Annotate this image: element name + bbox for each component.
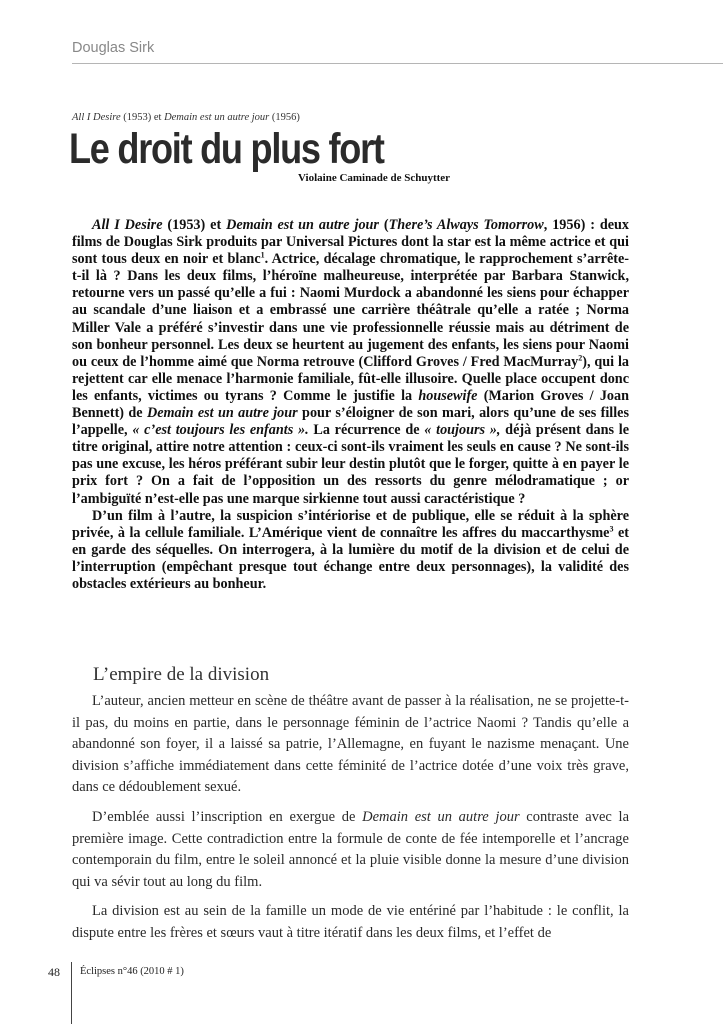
text-run: La récurrence de <box>308 422 425 439</box>
text-run: déjà présent dans le titre original, attire notre attention : ceux-ci sont-ils vraiment les seuls en cause ? Ne sont-ils pas une excuse, les héros préférant subir leur destin plutôt que le forger, quitte à en payer le prix fort ? On a fait de l’opposition un des ressorts du genre mélodramatique ; or l’ambiguïté n’est-elle pas une marque sirkienne tout aussi caractéristique ? <box>72 422 629 507</box>
italic-run: Demain est un autre jour <box>226 217 379 233</box>
page-number: 48 <box>48 965 60 979</box>
footnote-ref: 2 <box>578 353 583 363</box>
section-heading: L’empire de la division <box>93 664 270 685</box>
text-run: , 1956) : deux films de Douglas Sirk produits par Universal Pictures dont la star est la même actrice et qui sont tous deux en noir et blanc <box>72 217 629 268</box>
body-paragraph-1 <box>72 691 629 799</box>
article-author: Violaine Caminade de Schuytter <box>298 172 451 184</box>
text-run: . Actrice, décalage chromatique, le rapprochement s’arrête-t-il là ? Dans les deux films, l’héroïne malheureuse, interprétée par Barbara Stanwick, retourne vers un passé qu’elle a fui : Naomi Murdock a abandonné les siens pour échapper au scandale d’une liaison et a embrassé une carrière théâtrale qu’elle a ratée ; Norma Miller Vale a préféré s’investir dans une vie professionnelle réussie mais au détriment de son bonheur personnel. Les deux se heurtent au jugement des enfants, les siens pour Naomi ou ceux de l’homme aimé que Norma retrouve (Clifford Groves / Fred MacMurray <box>72 251 629 370</box>
article-kicker <box>72 112 300 123</box>
italic-run: Demain est un autre jour <box>362 808 520 825</box>
text-run: pour s’éloigner de son mari, alors qu’une de ses filles l’appelle, <box>72 405 629 439</box>
footnote-ref: 1 <box>260 250 265 260</box>
text-run: D’un film à l’autre, la suspicion s’intériorise et de publique, elle se réduit à la sphère privée, à la cellule familiale. L’Amérique vient de connaître les affres du maccarthysme <box>72 507 629 541</box>
lead-paragraph-1 <box>72 217 629 508</box>
text-run: (Marion Groves / Joan Bennett) de <box>72 387 629 422</box>
text-run: ( <box>378 217 389 233</box>
journal-reference: Éclipses n°46 (2010 # 1) <box>80 966 184 977</box>
body-paragraph-3 <box>72 901 629 944</box>
footnote-ref: 3 <box>609 523 614 533</box>
lead-paragraph-2 <box>72 508 629 593</box>
kicker-year-1: (1953) et <box>120 112 165 123</box>
italic-run: All I Desire <box>92 217 163 233</box>
running-header-title: Douglas Sirk <box>72 40 155 56</box>
header-rule <box>72 63 723 64</box>
article-lead <box>72 217 629 593</box>
article-body <box>72 691 629 953</box>
text-run: ), qui la rejettent car elle menace l’harmonie familiale, fût-elle illusoire. Quelle place occupent donc les enfants, victimes ou tyrans ? Comme le justifie la <box>72 353 629 404</box>
text-run: L’auteur, ancien metteur en scène de théâtre avant de passer à la réalisation, ne se projette-t-il pas, du moins en partie, dans le personnage féminin de l’actrice Naomi ? Tandis qu’elle a abandonné son foyer, il a laissé sa patrie, l’Allemagne, en fuyant le nazisme menaçant. Une division s’affiche immédiatement dans cette féminité de l’actrice dotée d’une voix très grave, dans ce dédoublement sexué. <box>72 693 629 796</box>
kicker-film-2: Demain est un autre jour <box>164 112 270 123</box>
italic-run: « toujours », <box>424 422 501 439</box>
text-run: La division est au sein de la famille un mode de vie entériné par l’habitude : le conflit, la dispute entre les frères et sœurs vaut à titre itératif dans les deux films, et l’effet de <box>72 903 629 941</box>
body-paragraph-2 <box>72 807 629 893</box>
text-run: contraste avec la première image. Cette contradiction entre la formule de conte de fée intemporelle et l’ancrage contemporain du film, entre le soleil annoncé et la pluie visible donne la mesure d’une division qui va sévir tout au long du film. <box>72 808 630 890</box>
italic-run: housewife <box>418 387 478 404</box>
kicker-year-2: (1956) <box>269 112 300 123</box>
kicker-film-1: All I Desire <box>72 112 121 123</box>
text-run: D’emblée aussi l’inscription en exergue de <box>92 808 363 825</box>
text-run: (1953) et <box>162 217 227 233</box>
footer-rule <box>71 962 72 1024</box>
text-run: et en garde des séquelles. On interrogera, à la lumière du motif de la division et de celui de l’interruption (empêchant presque tout échange entre deux personnages), la validité des obstacles extérieurs au bonheur. <box>72 524 629 592</box>
italic-run: Demain est un autre jour <box>146 405 298 422</box>
italic-run: There’s Always Tomorrow <box>388 217 544 233</box>
article-title: Le droit du plus fort <box>69 125 384 173</box>
italic-run: « c’est toujours les enfants ». <box>132 422 309 439</box>
